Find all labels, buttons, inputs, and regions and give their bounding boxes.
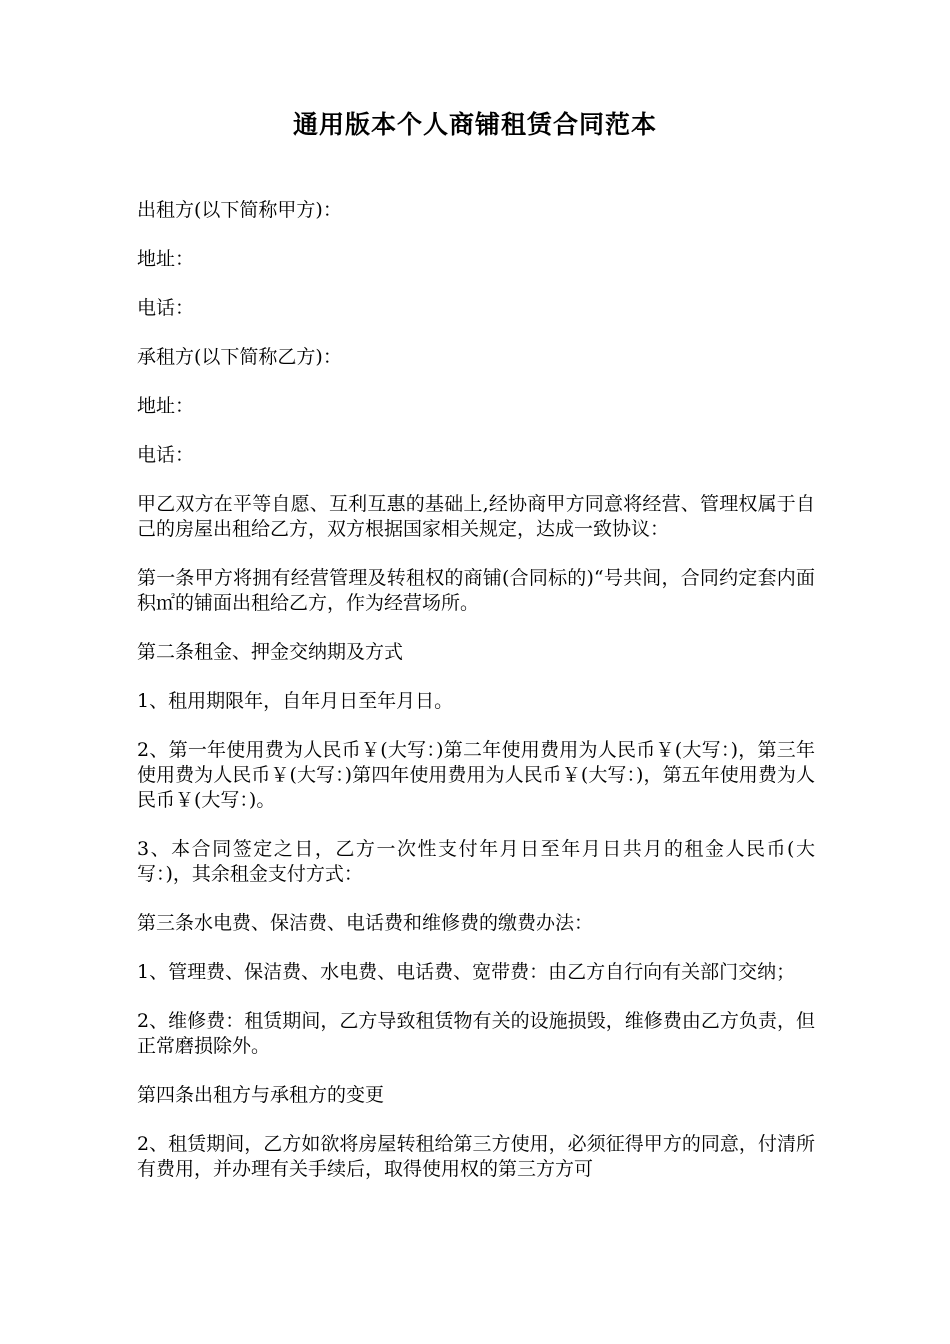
article-1-paragraph: 第一条甲方将拥有经营管理及转租权的商铺(合同标的)“号共间，合同约定套内面积㎡的铺面出租给乙方，作为经营场所。 <box>137 567 815 614</box>
article-3-clause-2: 2、维修费：租赁期间，乙方导致租赁物有关的设施损毁，维修费由乙方负责，但正常磨损除外。 <box>137 1010 815 1057</box>
preamble-paragraph: 甲乙双方在平等自愿、互利互惠的基础上,经协商甲方同意将经营、管理权属于自己的房屋出租给乙方，双方根据国家相关规定，达成一致协议： <box>137 493 815 540</box>
lessor-phone-label: 电话： <box>137 297 195 319</box>
lessor-address-label: 地址： <box>137 248 195 270</box>
article-2-clause-2: 2、第一年使用费为人民币￥(大写：)第二年使用费用为人民币￥(大写：)，第三年使用费为人民币￥(大写：)第四年使用费用为人民币￥(大写：)，第五年使用费为人民币￥(大写：)。 <box>137 739 815 811</box>
article-2-clause-3: 3、本合同签定之日，乙方一次性支付年月日至年月日共月的租金人民币(大写：)，其余租金支付方式： <box>137 838 815 885</box>
article-4-heading: 第四条出租方与承租方的变更 <box>137 1084 385 1106</box>
article-3-heading: 第三条水电费、保洁费、电话费和维修费的缴费办法： <box>137 912 594 934</box>
lessee-phone-label: 电话： <box>137 444 195 466</box>
article-4-clause-2: 2、租赁期间，乙方如欲将房屋转租给第三方使用，必须征得甲方的同意，付清所有费用，并办理有关手续后，取得使用权的第三方方可 <box>137 1133 815 1180</box>
article-3-clause-1: 1、管理费、保洁费、水电费、电话费、宽带费：由乙方自行向有关部门交纳； <box>137 961 796 983</box>
lessee-address-label: 地址： <box>137 395 195 417</box>
document-title: 通用版本个人商铺租赁合同范本 <box>292 110 657 139</box>
article-2-heading: 第二条租金、押金交纳期及方式 <box>137 641 404 663</box>
document-body <box>137 198 815 1206</box>
article-2-clause-1: 1、租用期限年，自年月日至年月日。 <box>137 690 454 712</box>
lessor-label: 出租方(以下简称甲方)： <box>137 199 342 221</box>
lessee-label: 承租方(以下简称乙方)： <box>137 346 342 368</box>
